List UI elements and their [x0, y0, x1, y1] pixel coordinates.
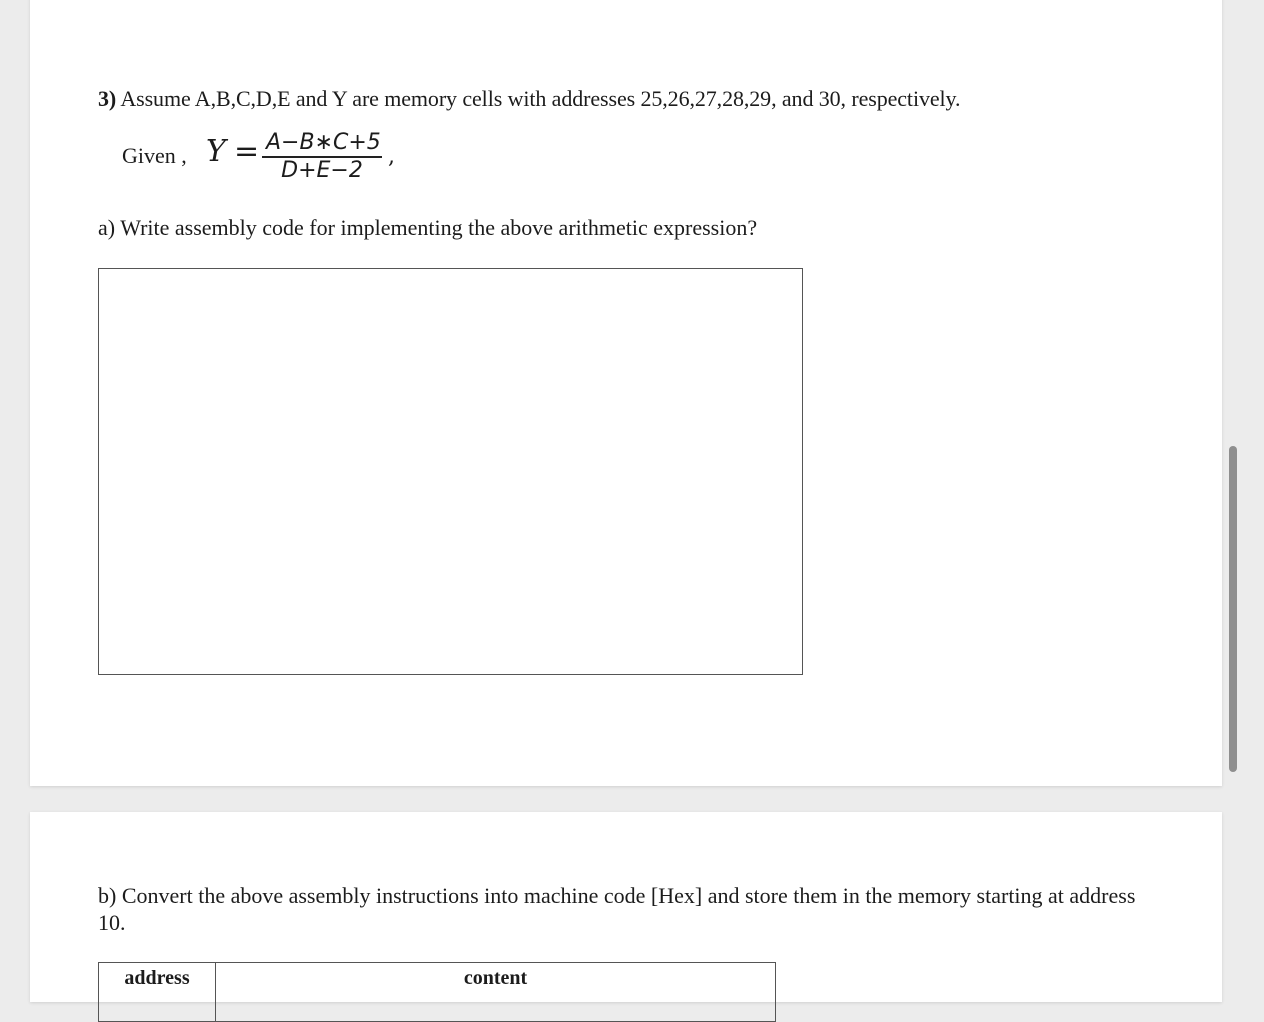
formula-denominator: D+E−2	[281, 158, 363, 183]
document-page-1	[30, 0, 1222, 786]
table-header-row	[99, 963, 776, 1022]
formula-numerator: A−B∗C+5	[262, 130, 382, 158]
address-header: address	[99, 963, 216, 1022]
content-header: content	[463, 967, 528, 989]
answer-box[interactable]	[98, 268, 803, 675]
document-page-2	[30, 812, 1222, 1002]
formula-lhs: Y	[206, 134, 226, 169]
formula-fraction	[262, 130, 382, 184]
formula-equals: =	[234, 134, 260, 169]
question-text: Assume A,B,C,D,E and Y are memory cells with addresses 25,26,27,28,29, and 30, respectively.	[120, 86, 961, 111]
given-label: Given ,	[122, 143, 187, 168]
question-number: 3)	[98, 86, 117, 111]
vertical-scrollbar[interactable]	[1229, 446, 1237, 772]
formula-comma: ,	[388, 144, 395, 169]
part-a-prompt: a) Write assembly code for implementing the above arithmetic expression?	[98, 215, 758, 240]
part-b-prompt: b) Convert the above assembly instructions into machine code [Hex] and store them in the memory starting at address 10.	[98, 883, 1136, 935]
memory-table	[98, 962, 776, 1022]
question-3-heading	[98, 86, 960, 112]
